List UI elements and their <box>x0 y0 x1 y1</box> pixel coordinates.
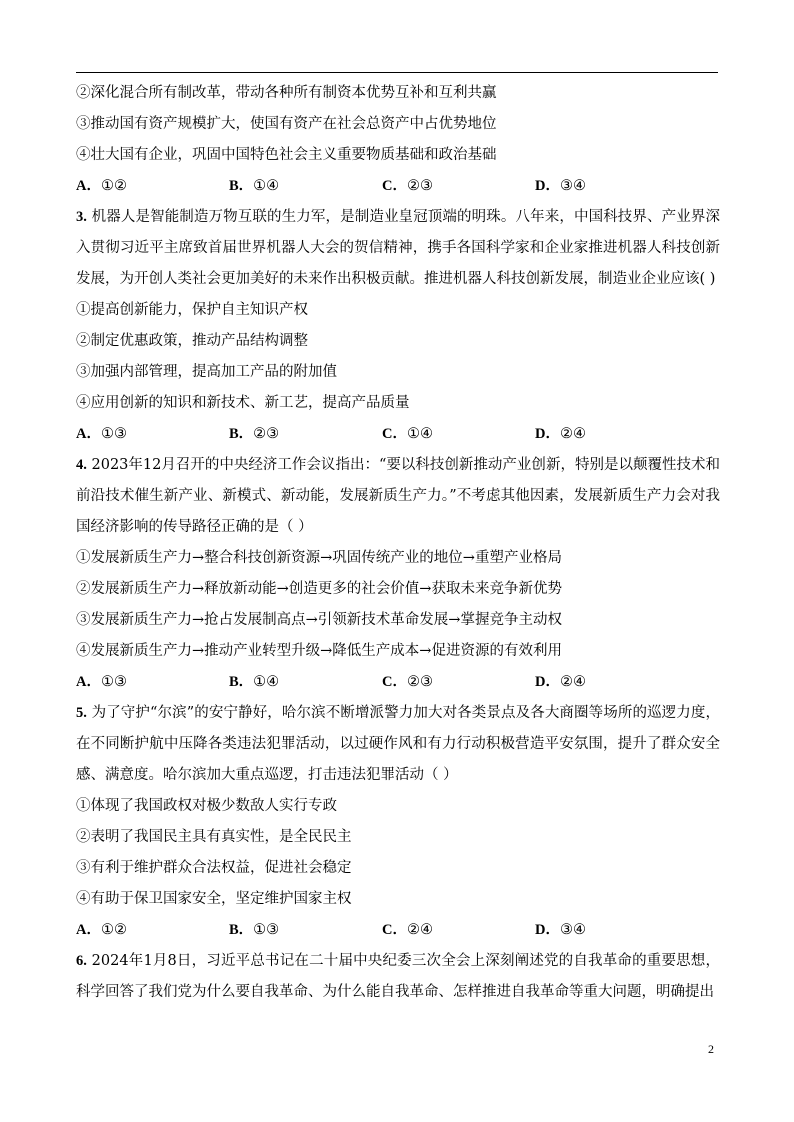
option-text: ②③ <box>253 426 280 442</box>
q4-option-a[interactable] <box>76 667 229 698</box>
q3-option-b[interactable] <box>229 419 382 450</box>
option-letter: D． <box>535 674 560 690</box>
option-text: ②③ <box>406 178 433 194</box>
option-text: ①④ <box>253 674 280 690</box>
q3-item-1: ①提高创新能力，保护自主知识产权 <box>76 302 308 318</box>
option-text: ②③ <box>406 674 433 690</box>
question-number: 3. <box>76 209 87 225</box>
q4-item-2: ②发展新质生产力→释放新动能→创造更多的社会价值→获取未来竞争新优势 <box>76 581 562 597</box>
option-text: ①④ <box>406 426 433 442</box>
q2-item-4: ④壮大国有企业，巩固中国特色社会主义重要物质基础和政治基础 <box>76 147 497 163</box>
option-letter: A． <box>76 426 101 442</box>
q5-item-3: ③有利于维护群众合法权益，促进社会稳定 <box>76 860 352 876</box>
q3-item-2: ②制定优惠政策，推动产品结构调整 <box>76 333 308 349</box>
option-text: ③④ <box>559 178 586 194</box>
option-text: ③④ <box>559 922 586 938</box>
q4-item-1: ①发展新质生产力→整合科技创新资源→巩固传统产业的地位→重塑产业格局 <box>76 550 562 566</box>
q3-option-d[interactable] <box>535 419 688 450</box>
q3-option-c[interactable] <box>382 419 535 450</box>
q4-options <box>76 667 720 698</box>
q3-stem <box>76 202 720 295</box>
q5-options <box>76 915 720 946</box>
q5-stem <box>76 698 720 791</box>
page-content <box>76 78 720 1008</box>
q6-stem <box>76 946 720 1008</box>
option-text: ①② <box>100 178 127 194</box>
option-letter: B． <box>229 674 254 690</box>
q5-item-1: ①体现了我国政权对极少数敌人实行专政 <box>76 798 337 814</box>
option-text: ②④ <box>559 426 586 442</box>
q5-item-2: ②表明了我国民主具有真实性，是全民民主 <box>76 829 352 845</box>
option-text: ①③ <box>253 922 280 938</box>
q3-options <box>76 419 720 450</box>
q5-option-d[interactable] <box>535 915 688 946</box>
q2-option-a[interactable] <box>76 171 229 202</box>
option-text: ①② <box>100 922 127 938</box>
question-number: 6. <box>76 953 87 969</box>
header-rule <box>76 72 718 73</box>
q4-option-d[interactable] <box>535 667 688 698</box>
q5-option-a[interactable] <box>76 915 229 946</box>
option-text: ①④ <box>253 178 280 194</box>
q2-option-b[interactable] <box>229 171 382 202</box>
q2-option-d[interactable] <box>535 171 688 202</box>
option-letter: B． <box>229 922 254 938</box>
page-number: 2 <box>708 1042 714 1056</box>
question-stem-text: 机器人是智能制造万物互联的生力军，是制造业皇冠顶端的明珠。八年来，中国科技界、产业界深入贯彻习近平主席致首届世界机器人大会的贺信精神，携手各国科学家和企业家推进机器人科技创新发展，为开创人类社会更加美好的未来作出积极贡献。推进机器人科技创新发展，制造业企业应该( ) <box>76 209 721 287</box>
option-letter: B． <box>229 426 254 442</box>
option-text: ②④ <box>559 674 586 690</box>
option-letter: C． <box>382 922 407 938</box>
q4-stem <box>76 450 720 543</box>
option-letter: B． <box>229 178 254 194</box>
question-stem-text: 为了守护“尔滨”的安宁静好，哈尔滨不断增派警力加大对各类景点及各大商圈等场所的巡逻力度，在不同断护航中压降各类违法犯罪活动，以过硬作风和有力行动积极营造平安氛围，提升了群众安全感、满意度。哈尔滨加大重点巡逻，打击违法犯罪活动（ ） <box>76 705 720 783</box>
question-number: 5. <box>76 705 87 721</box>
question-number: 4. <box>76 457 87 473</box>
q3-item-4: ④应用创新的知识和新技术、新工艺，提高产品质量 <box>76 395 410 411</box>
q3-item-3: ③加强内部管理，提高加工产品的附加值 <box>76 364 337 380</box>
q5-option-c[interactable] <box>382 915 535 946</box>
option-letter: C． <box>382 426 407 442</box>
option-letter: A． <box>76 922 101 938</box>
option-letter: D． <box>535 426 560 442</box>
option-text: ①③ <box>100 426 127 442</box>
q5-item-4: ④有助于保卫国家安全，坚定维护国家主权 <box>76 891 352 907</box>
option-letter: D． <box>535 178 560 194</box>
q4-item-4: ④发展新质生产力→推动产业转型升级→降低生产成本→促进资源的有效利用 <box>76 643 562 659</box>
q2-item-3: ③推动国有资产规模扩大，使国有资产在社会总资产中占优势地位 <box>76 116 497 132</box>
option-letter: A． <box>76 674 101 690</box>
question-stem-text: 2024年1月8日，习近平总书记在二十届中央纪委三次全会上深刻阐述党的自我革命的重要思想，科学回答了我们党为什么要自我革命、为什么能自我革命、怎样推进自我革命等重大问题，明确提出 <box>76 953 720 1000</box>
option-letter: C． <box>382 178 407 194</box>
option-text: ①③ <box>100 674 127 690</box>
q4-item-3: ③发展新质生产力→抢占发展制高点→引领新技术革命发展→掌握竞争主动权 <box>76 612 562 628</box>
option-text: ②④ <box>406 922 433 938</box>
question-stem-text: 2023年12月召开的中央经济工作会议指出：“要以科技创新推动产业创新，特别是以颠覆性技术和前沿技术催生新产业、新模式、新动能，发展新质生产力。”不考虑其他因素，发展新质生产力会对我国经济影响的传导路径正确的是（ ） <box>76 457 721 535</box>
option-letter: C． <box>382 674 407 690</box>
q2-options <box>76 171 720 202</box>
q4-option-b[interactable] <box>229 667 382 698</box>
q3-option-a[interactable] <box>76 419 229 450</box>
q2-item-2: ②深化混合所有制改革，带动各种所有制资本优势互补和互利共赢 <box>76 85 497 101</box>
q5-option-b[interactable] <box>229 915 382 946</box>
q2-option-c[interactable] <box>382 171 535 202</box>
q4-option-c[interactable] <box>382 667 535 698</box>
option-letter: D． <box>535 922 560 938</box>
option-letter: A． <box>76 178 101 194</box>
